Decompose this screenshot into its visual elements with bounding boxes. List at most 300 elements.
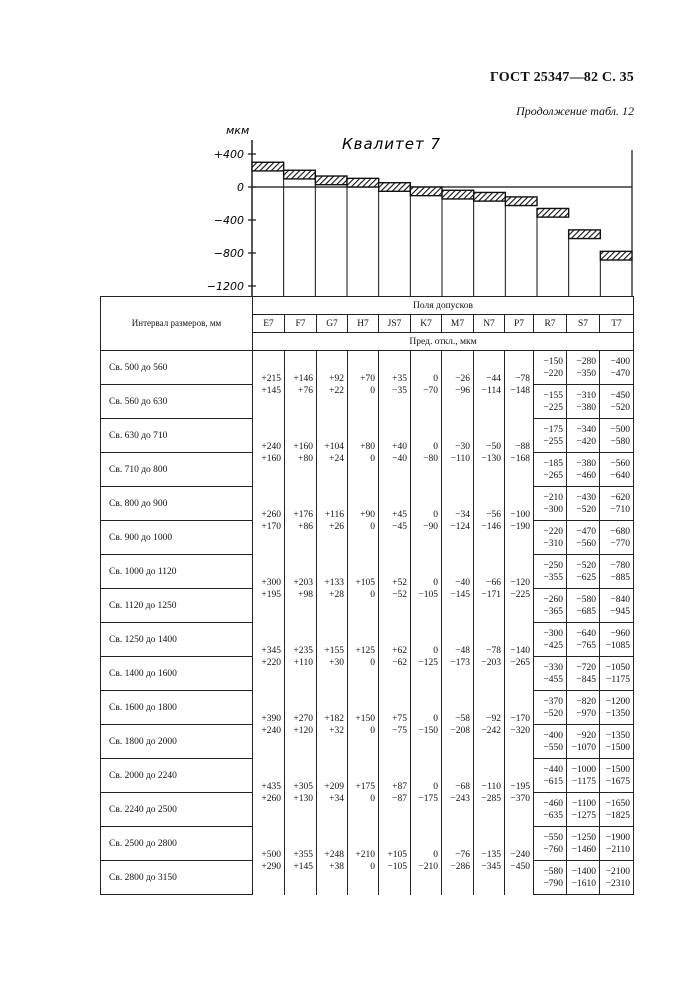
deviation-cell [379,351,411,419]
deviation-value: +203 +98 [293,577,313,600]
deviation-value: +62 −62 [392,645,407,668]
deviation-value: −440 −615 [543,764,563,787]
deviation-value: −1650 −1825 [605,798,631,821]
deviation-value: 0 −150 [418,713,438,736]
deviation-value: −110 −285 [481,781,501,804]
deviation-cell [442,555,474,623]
deviation-cell [600,827,634,861]
deviation-cell [474,419,505,487]
deviation-cell [348,623,379,691]
deviation-cell [253,487,285,555]
deviation-value: 0 −125 [418,645,438,668]
interval-cell: Св. 2800 до 3150 [101,861,253,895]
deviation-value: −1350 −1500 [605,730,631,753]
deviation-cell [285,759,317,827]
deviation-value: −2100 −2310 [605,866,631,889]
deviation-cell [317,351,348,419]
pred-header: Пред. откл., мкм [253,333,634,351]
deviation-value: −820 −970 [576,696,596,719]
deviation-value: −1000 −1175 [571,764,596,787]
deviation-cell [253,623,285,691]
interval-header: Интервал размеров, мм [101,297,253,351]
deviation-cell [600,623,634,657]
deviation-cell [567,487,600,521]
deviation-value: +355 +145 [293,849,313,872]
table-row [101,623,634,657]
deviation-cell [317,691,348,759]
deviation-cell [411,623,442,691]
deviation-cell [505,419,534,487]
deviation-value: +270 +120 [293,713,313,736]
deviation-value: +260 +170 [261,509,281,532]
deviation-value: +209 +34 [324,781,344,804]
deviation-cell [567,861,600,895]
deviation-value: +210 0 [355,849,375,872]
deviation-cell [348,759,379,827]
deviation-cell [505,555,534,623]
deviation-cell [442,419,474,487]
deviation-value: +305 +130 [293,781,313,804]
deviation-value: +52 −52 [392,577,407,600]
deviation-cell [567,623,600,657]
deviation-cell [411,351,442,419]
tolerance-field-s7 [569,230,601,239]
deviation-value: +235 +110 [293,645,313,668]
column-header-f7: F7 [285,315,317,333]
tolerance-field-js7 [379,183,411,192]
deviation-value: −140 −265 [510,645,530,668]
deviation-value: −185 −265 [543,458,563,481]
deviation-cell [567,453,600,487]
deviation-cell [285,351,317,419]
deviation-value: −560 −640 [610,458,631,481]
deviation-cell [285,487,317,555]
deviation-value: −1250 −1460 [571,832,596,855]
deviation-value: −500 −580 [610,424,631,447]
deviation-cell [411,555,442,623]
page-header: ГОСТ 25347—82 С. 35 [490,70,634,85]
interval-cell: Св. 710 до 800 [101,453,253,487]
deviation-cell [317,759,348,827]
deviation-value: −1100 −1275 [571,798,596,821]
deviation-cell [600,555,634,589]
deviation-cell [567,827,600,861]
deviation-value: +146 +76 [293,373,313,396]
deviation-cell [600,385,634,419]
deviation-cell [317,555,348,623]
deviation-cell [600,759,634,793]
deviation-cell [474,691,505,759]
interval-cell: Св. 1120 до 1250 [101,589,253,623]
deviation-value: −620 −710 [610,492,631,515]
deviation-cell [600,657,634,691]
deviation-cell [348,691,379,759]
interval-cell: Св. 2000 до 2240 [101,759,253,793]
tolerance-field-e7 [252,162,284,171]
y-tick-label: 0 [237,181,244,194]
deviation-cell [534,725,567,759]
deviation-value: −470 −560 [576,526,596,549]
deviation-cell [474,487,505,555]
column-header-s7: S7 [567,315,600,333]
tolerance-field-t7 [600,251,632,260]
interval-cell: Св. 800 до 900 [101,487,253,521]
deviation-cell [600,691,634,725]
deviation-value: 0 −90 [423,509,438,532]
interval-cell: Св. 1400 до 1600 [101,657,253,691]
deviation-cell [317,487,348,555]
deviation-value: +345 +220 [261,645,281,668]
interval-cell: Св. 2240 до 2500 [101,793,253,827]
deviation-value: −250 −355 [543,560,563,583]
deviation-value: +125 0 [355,645,375,668]
deviation-value: −460 −635 [543,798,563,821]
tolerance-field-n7 [474,192,506,201]
y-tick-label: −800 [213,247,244,260]
deviation-cell [379,623,411,691]
deviation-cell [442,759,474,827]
tolerance-field-h7 [347,178,379,187]
deviation-value: −260 −365 [543,594,563,617]
column-header-n7: N7 [474,315,505,333]
deviation-cell [474,759,505,827]
deviation-cell [285,827,317,895]
deviation-cell [442,351,474,419]
deviation-value: −44 −114 [481,373,501,396]
deviation-cell [534,657,567,691]
deviation-cell [600,861,634,895]
deviation-cell [600,725,634,759]
deviation-cell [442,487,474,555]
interval-cell: Св. 630 до 710 [101,419,253,453]
deviation-cell [534,623,567,657]
deviation-cell [600,521,634,555]
deviation-cell [379,827,411,895]
deviation-cell [253,555,285,623]
deviation-cell [505,351,534,419]
deviation-value: +390 +240 [261,713,281,736]
interval-cell: Св. 1000 до 1120 [101,555,253,589]
deviation-value: −370 −520 [543,696,563,719]
deviation-value: −920 −1070 [571,730,596,753]
deviation-cell [348,351,379,419]
deviation-cell [600,419,634,453]
chart-title: Квалитет 7 [342,135,442,153]
interval-cell: Св. 560 до 630 [101,385,253,419]
deviation-value: −300 −425 [543,628,563,651]
deviation-cell [285,555,317,623]
deviation-value: −400 −470 [610,356,631,379]
deviation-cell [534,385,567,419]
table-row [101,827,634,861]
deviation-cell [442,827,474,895]
deviation-cell [253,827,285,895]
deviation-cell [348,827,379,895]
deviation-value: 0 −210 [418,849,438,872]
deviation-cell [474,827,505,895]
deviation-value: −1200 −1350 [605,696,631,719]
deviation-value: −34 −124 [450,509,470,532]
deviation-value: −380 −460 [576,458,596,481]
deviation-value: +240 +160 [261,441,281,464]
deviation-value: −58 −208 [450,713,470,736]
interval-cell: Св. 900 до 1000 [101,521,253,555]
interval-cell: Св. 1800 до 2000 [101,725,253,759]
interval-cell: Св. 2500 до 2800 [101,827,253,861]
deviation-value: −30 −110 [450,441,470,464]
deviation-cell [379,419,411,487]
tolerance-field-k7 [410,187,442,196]
deviation-cell [567,793,600,827]
table-row [101,759,634,793]
deviation-cell [411,487,442,555]
deviation-value: +116 +26 [324,509,344,532]
deviation-cell [442,623,474,691]
deviation-value: −330 −455 [543,662,563,685]
deviation-cell [348,419,379,487]
y-axis-label: мкм [226,124,250,137]
deviation-cell [317,827,348,895]
table-row [101,419,634,453]
interval-cell: Св. 500 до 560 [101,351,253,385]
deviation-cell [348,487,379,555]
deviation-cell [348,555,379,623]
deviation-value: +40 −40 [392,441,407,464]
deviation-value: +105 0 [355,577,375,600]
tolerance-chart [0,0,700,300]
table-continuation-caption: Продолжение табл. 12 [516,104,634,118]
deviation-cell [534,351,567,385]
column-header-m7: M7 [442,315,474,333]
deviation-value: −78 −203 [481,645,501,668]
deviation-value: +182 +32 [324,713,344,736]
deviation-value: −88 −168 [510,441,530,464]
deviation-cell [567,419,600,453]
deviation-value: −550 −760 [543,832,563,855]
deviation-value: +248 +38 [324,849,344,872]
column-header-h7: H7 [348,315,379,333]
deviation-cell [285,691,317,759]
deviation-value: −50 −130 [481,441,501,464]
deviation-cell [600,589,634,623]
deviation-value: −580 −685 [576,594,596,617]
y-tick-label: −1200 [206,280,244,293]
deviation-cell [253,419,285,487]
deviation-value: +80 0 [360,441,375,464]
tolerance-field-m7 [442,190,474,199]
deviation-value: −92 −242 [481,713,501,736]
deviation-cell [317,419,348,487]
tolerance-field-p7 [505,197,537,206]
deviation-cell [567,521,600,555]
deviation-value: −220 −310 [543,526,563,549]
tolerance-field-g7 [315,176,347,185]
deviation-value: −78 −148 [510,373,530,396]
deviation-cell [285,419,317,487]
deviation-cell [505,827,534,895]
deviation-cell [253,351,285,419]
deviation-cell [600,793,634,827]
deviation-value: −310 −380 [576,390,596,413]
deviation-cell [253,759,285,827]
deviations-table [100,296,634,895]
deviation-value: −240 −450 [510,849,530,872]
tolerance-field-r7 [537,208,569,217]
deviation-cell [534,521,567,555]
deviation-value: −135 −345 [481,849,501,872]
deviation-cell [442,691,474,759]
column-header-k7: K7 [411,315,442,333]
deviation-value: +104 +24 [324,441,344,464]
deviation-value: −720 −845 [576,662,596,685]
deviation-value: −68 −243 [450,781,470,804]
deviation-value: +155 +30 [324,645,344,668]
deviation-value: −56 −146 [481,509,501,532]
deviation-cell [379,555,411,623]
fields-header: Поля допусков [253,297,634,315]
deviation-value: +133 +28 [324,577,344,600]
deviation-cell [534,453,567,487]
deviation-cell [567,657,600,691]
deviation-value: +176 +86 [293,509,313,532]
deviation-value: −48 −173 [450,645,470,668]
deviation-cell [567,759,600,793]
deviation-value: +215 +145 [261,373,281,396]
deviation-value: −520 −625 [576,560,596,583]
deviation-value: +435 +260 [261,781,281,804]
deviation-cell [379,759,411,827]
deviation-value: −640 −765 [576,628,596,651]
deviation-value: −580 −790 [543,866,563,889]
deviation-value: +87 −87 [392,781,407,804]
deviation-value: −120 −225 [510,577,530,600]
deviation-value: −175 −255 [543,424,563,447]
deviation-cell [567,385,600,419]
deviation-value: −340 −420 [576,424,596,447]
deviation-cell [505,691,534,759]
interval-cell: Св. 1250 до 1400 [101,623,253,657]
deviation-value: −155 −225 [543,390,563,413]
deviation-cell [253,691,285,759]
deviation-cell [379,487,411,555]
table-row [101,487,634,521]
deviation-cell [285,623,317,691]
deviation-cell [505,759,534,827]
deviation-value: −195 −370 [510,781,530,804]
deviation-value: −1500 −1675 [605,764,631,787]
deviation-value: +35 −35 [392,373,407,396]
deviation-cell [474,351,505,419]
deviation-value: −100 −190 [510,509,530,532]
interval-cell: Св. 1600 до 1800 [101,691,253,725]
deviation-value: −960 −1085 [605,628,631,651]
deviation-cell [567,351,600,385]
deviation-cell [534,555,567,589]
deviation-cell [534,487,567,521]
deviation-value: −430 −520 [576,492,596,515]
deviation-value: −1050 −1175 [605,662,631,685]
deviation-cell [534,861,567,895]
deviation-value: −280 −350 [576,356,596,379]
tolerance-field-f7 [284,170,316,179]
deviation-value: +500 +290 [261,849,281,872]
column-header-t7: T7 [600,315,634,333]
deviation-cell [534,691,567,725]
deviation-value: +160 +80 [293,441,313,464]
table-row [101,351,634,385]
deviation-cell [567,691,600,725]
deviation-value: +105 −105 [387,849,407,872]
column-header-p7: P7 [505,315,534,333]
deviation-cell [534,827,567,861]
deviation-cell [567,555,600,589]
table-row [101,555,634,589]
deviation-value: −450 −520 [610,390,631,413]
deviation-value: 0 −70 [423,373,438,396]
deviation-value: −66 −171 [481,577,501,600]
deviation-value: +45 −45 [392,509,407,532]
deviation-cell [534,589,567,623]
deviation-cell [505,623,534,691]
deviation-value: 0 −80 [423,441,438,464]
deviation-cell [505,487,534,555]
y-tick-label: +400 [213,148,244,161]
deviation-value: +75 −75 [392,713,407,736]
deviation-cell [474,623,505,691]
deviation-value: −840 −945 [610,594,631,617]
deviation-cell [534,759,567,793]
deviation-value: −1400 −1610 [571,866,596,889]
deviation-value: −76 −286 [450,849,470,872]
deviation-value: −170 −320 [510,713,530,736]
y-tick-label: −400 [213,214,244,227]
column-header-e7: E7 [253,315,285,333]
deviation-value: −40 −145 [450,577,470,600]
deviation-value: 0 −105 [418,577,438,600]
deviation-value: −680 −770 [610,526,631,549]
deviation-cell [411,691,442,759]
deviation-value: −400 −550 [543,730,563,753]
deviation-value: −1900 −2110 [605,832,631,855]
column-header-g7: G7 [317,315,348,333]
deviation-value: +70 0 [360,373,375,396]
deviation-value: +300 +195 [261,577,281,600]
deviation-cell [600,487,634,521]
deviation-cell [411,419,442,487]
deviation-value: 0 −175 [418,781,438,804]
deviation-value: −26 −96 [455,373,470,396]
deviation-cell [411,759,442,827]
deviation-cell [411,827,442,895]
deviation-cell [474,555,505,623]
deviation-cell [600,453,634,487]
deviation-value: +90 0 [360,509,375,532]
deviation-value: −780 −885 [610,560,631,583]
deviation-cell [600,351,634,385]
deviation-value: −150 −220 [543,356,563,379]
column-header-r7: R7 [534,315,567,333]
deviation-value: +175 0 [355,781,375,804]
deviation-value: +92 +22 [329,373,344,396]
deviation-cell [567,725,600,759]
deviation-cell [534,793,567,827]
deviation-cell [567,589,600,623]
deviation-value: +150 0 [355,713,375,736]
deviation-value: −210 −300 [543,492,563,515]
deviation-cell [317,623,348,691]
table-row [101,691,634,725]
deviation-cell [534,419,567,453]
